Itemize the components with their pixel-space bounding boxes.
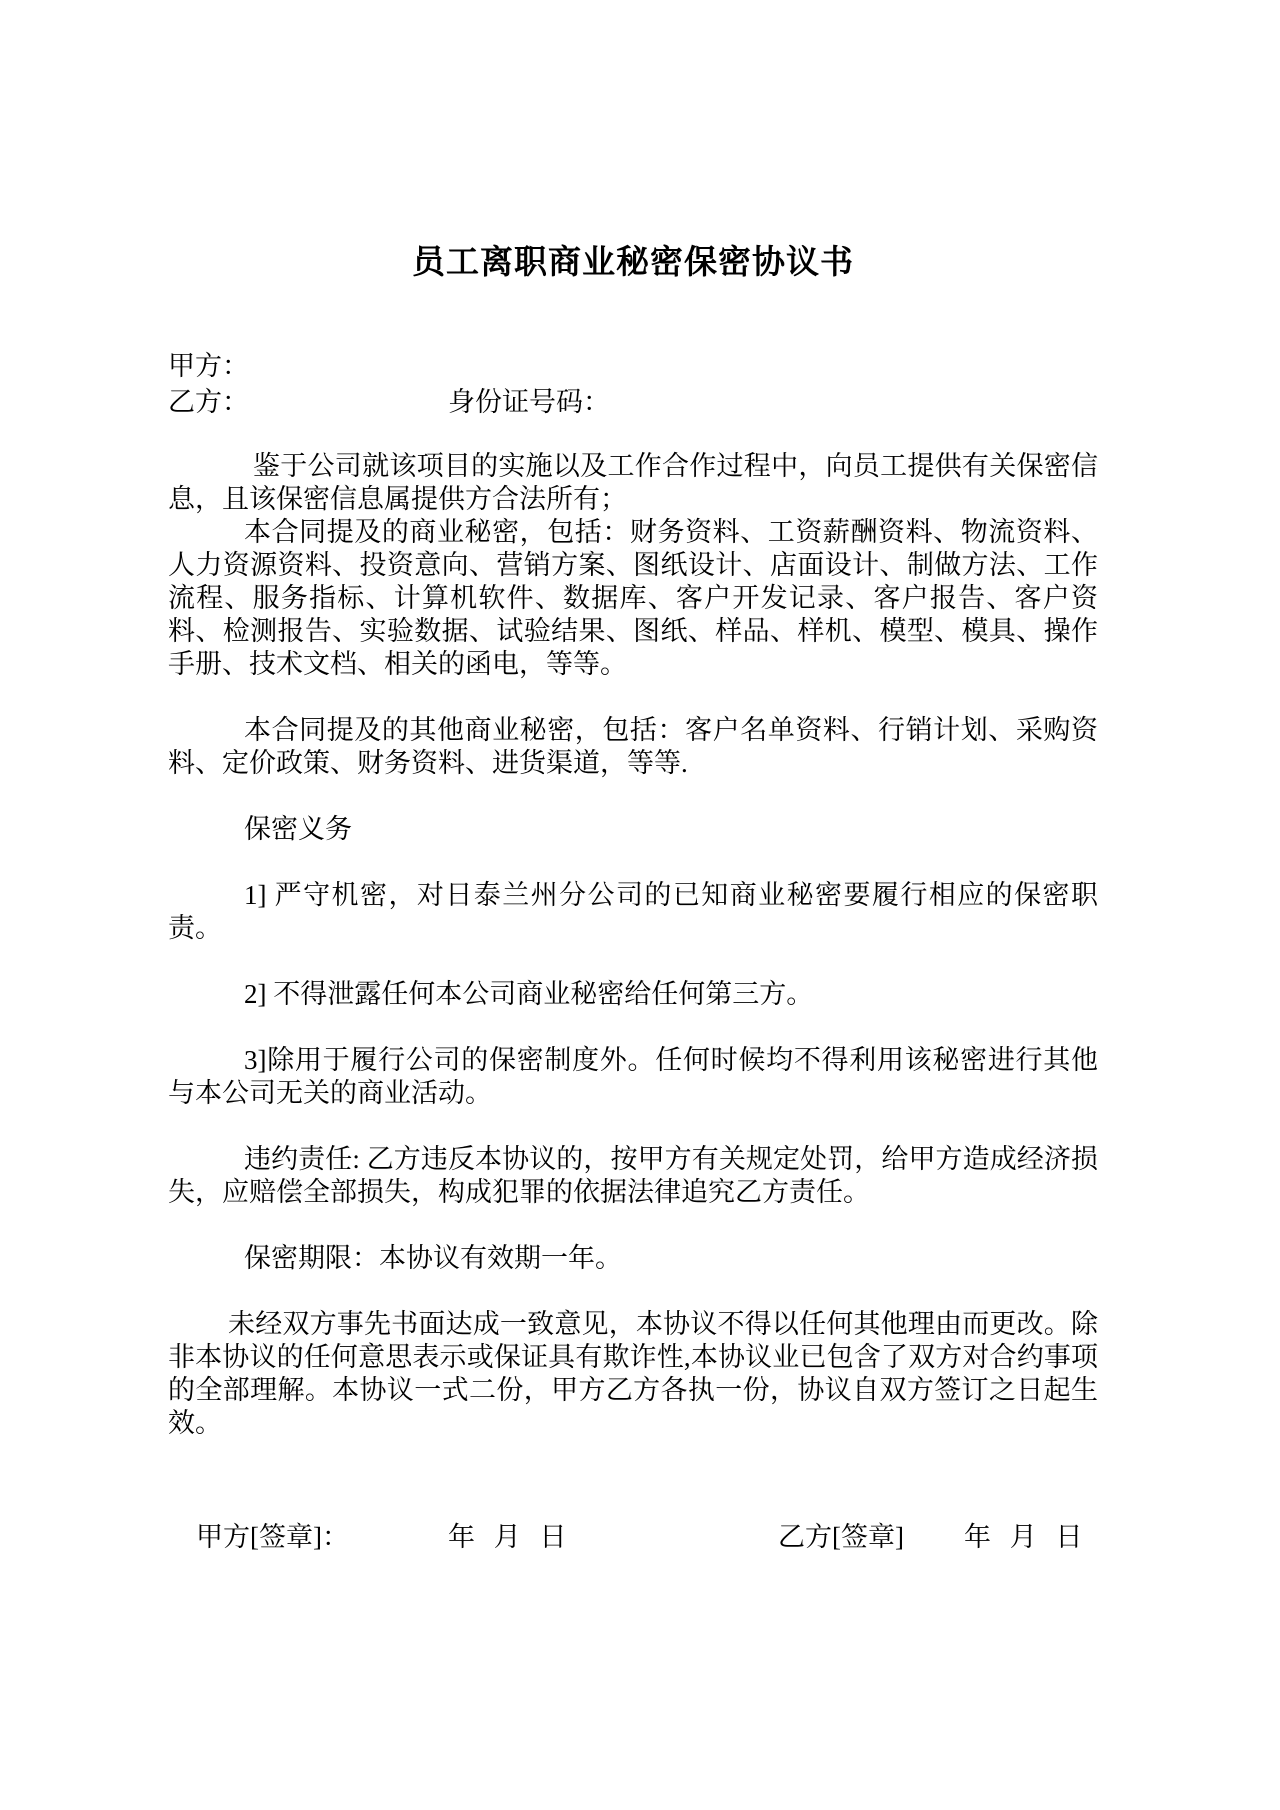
party-b-signature-label: 乙方[签章] (778, 1522, 904, 1552)
body-text (168, 450, 1098, 1554)
paragraph-entire-agreement: 未经双方事先书面达成一致意见，本协议不得以任何其他理由而更改。除非本协议的任何意思表示或保证具有欺诈性,本协议业已包含了双方对合约事项的全部理解。本协议一式二份，甲方乙方各执一份，协议自双方签订之日起生效。 (168, 1309, 1098, 1438)
parties-block (168, 348, 1098, 420)
paragraph-breach-liability: 违约责任: 乙方违反本协议的，按甲方有关规定处罚，给甲方造成经济损失，应赔偿全部损失，构成犯罪的依据法律追究乙方责任。 (168, 1144, 1098, 1207)
party-b-date-placeholder: 年 月 日 (964, 1522, 1083, 1552)
paragraph-preamble: 鉴于公司就该项目的实施以及工作合作过程中，向员工提供有关保密信息，且该保密信息属提供方合法所有； (168, 451, 1098, 514)
party-a-line (168, 348, 1098, 384)
paragraph-term: 保密期限：本协议有效期一年。 (244, 1243, 622, 1273)
signature-row (168, 1521, 1098, 1554)
paragraph-clause-3: 3]除用于履行公司的保密制度外。任何时候均不得利用该秘密进行其他与本公司无关的商业活动。 (168, 1045, 1098, 1108)
paragraph-other-secrets: 本合同提及的其他商业秘密，包括：客户名单资料、行销计划、采购资料、定价政策、财务资料、进货渠道，等等. (168, 715, 1098, 778)
document-content (168, 243, 1098, 1554)
document-title: 员工离职商业秘密保密协议书 (412, 245, 854, 281)
paragraph-clause-1: 1] 严守机密，对日泰兰州分公司的已知商业秘密要履行相应的保密职责。 (168, 880, 1098, 943)
party-a-label: 甲方： (168, 351, 249, 381)
party-a-signature-label: 甲方[签章]： (196, 1522, 349, 1552)
paragraph-trade-secrets: 本合同提及的商业秘密，包括：财务资料、工资薪酬资料、物流资料、人力资源资料、投资意向、营销方案、图纸设计、店面设计、制做方法、工作流程、服务指标、计算机软件、数据库、客户开发记录、客户报告、客户资料、检测报告、实验数据、试验结果、图纸、样品、样机、模型、模具、操作手册、技术文档、相关的函电，等等。 (168, 517, 1098, 679)
id-number-label: 身份证号码： (448, 387, 610, 417)
paragraph-clause-2: 2] 不得泄露任何本公司商业秘密给任何第三方。 (244, 979, 814, 1009)
paragraph-obligation-heading: 保密义务 (244, 814, 352, 844)
party-b-label: 乙方： (168, 387, 249, 417)
party-a-date-placeholder: 年 月 日 (448, 1522, 567, 1552)
party-b-line (168, 384, 1098, 420)
